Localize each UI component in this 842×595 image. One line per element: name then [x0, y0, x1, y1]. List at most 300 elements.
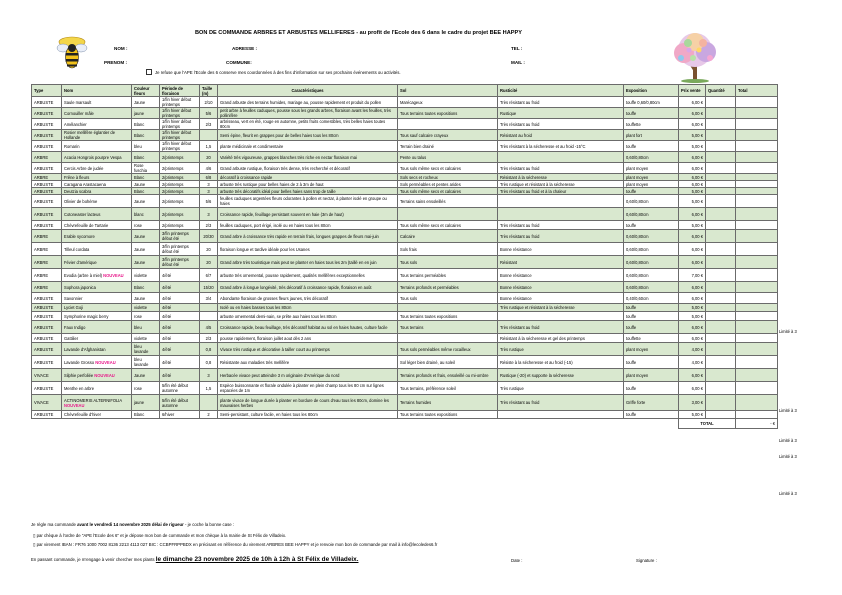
prix-cell: 6,00 € — [679, 119, 706, 130]
plant-name: Savonnier — [64, 295, 83, 301]
rusticite-cell: Résistant à la sécheresse et gel des printemps — [498, 334, 624, 343]
total-cell — [736, 243, 778, 256]
quantite-cell[interactable] — [706, 304, 736, 312]
exposition-cell: touffe — [624, 221, 679, 230]
table-header-row — [32, 85, 778, 97]
nom-cell — [62, 141, 132, 152]
caracteristiques-cell: arbuste très décoratifs idéal pour belles haies sans trop de taille — [218, 188, 398, 195]
total-cell — [736, 395, 778, 411]
type-cell: ARBUSTE — [32, 382, 62, 395]
rusticite-cell: Résistant au froid — [498, 130, 624, 141]
order-table — [31, 84, 778, 429]
quantite-cell[interactable] — [706, 152, 736, 163]
plant-name: Sophora japonica — [64, 284, 96, 290]
table-row — [32, 411, 778, 419]
prix-cell: 3,00 € — [679, 395, 706, 411]
type-cell: ARBUSTE — [32, 312, 62, 321]
deadline-date: avant le vendredi 14 novembre 2025 délai de rigueur — [77, 522, 184, 527]
total-cell — [736, 256, 778, 269]
total-cell — [736, 321, 778, 334]
exposition-cell: touffe — [624, 411, 679, 419]
caracteristiques-cell: Abondante floraison de grosses fleurs jaunes, très décoratif — [218, 293, 398, 304]
consent-checkbox[interactable] — [146, 69, 152, 75]
plant-name: ACTINOMERIS ALTERNIFOLIA — [64, 397, 122, 403]
caracteristiques-cell: plante vivace de longue durée à planter en bordure de cours d'eau tous les 80cm, domine les mauvaises herbes — [218, 395, 398, 411]
quantite-cell[interactable] — [706, 230, 736, 243]
type-cell: ARBRE — [32, 243, 62, 256]
quantite-cell[interactable] — [706, 256, 736, 269]
taille-cell: 2 — [200, 411, 218, 419]
taille-cell: 20/30 — [200, 230, 218, 243]
caracteristiques-cell: Grand arbuste rustique, floraison très dense, très recherché et décoratif — [218, 163, 398, 174]
taille-cell: 1,5 — [200, 141, 218, 152]
nouveau-badge: NOUVEAU — [95, 359, 116, 365]
periode-cell: 1/fin hiver début printemps — [160, 97, 200, 108]
rusticite-cell: Très résistant au froid et à la chaleur — [498, 188, 624, 195]
quantite-cell[interactable] — [706, 293, 736, 304]
quantite-cell[interactable] — [706, 188, 736, 195]
prix-cell: 5,00 € — [679, 304, 706, 312]
rusticite-cell: Très rustique et résistant à la sécheresse — [498, 181, 624, 188]
rusticite-cell — [498, 411, 624, 419]
signature-label: Signature : — [636, 558, 657, 563]
total-cell — [736, 411, 778, 419]
couleur-cell: Jaune — [132, 195, 160, 208]
quantite-cell[interactable] — [706, 163, 736, 174]
col-header-sol: Sol — [398, 85, 498, 97]
periode-cell: 1/fin hiver début printemps — [160, 108, 200, 119]
total-cell — [736, 141, 778, 152]
nouveau-badge: NOUVEAU — [103, 272, 124, 278]
nom-cell — [62, 152, 132, 163]
sol-cell: Tous terrains, préférence soleil — [398, 382, 498, 395]
periode-cell: 1/fin hiver début printemps — [160, 141, 200, 152]
quantite-cell[interactable] — [706, 369, 736, 382]
type-cell: ARBUSTE — [32, 119, 62, 130]
prix-cell: 5,00 € — [679, 411, 706, 419]
rusticite-cell: Très résistant au froid — [498, 163, 624, 174]
quantite-cell[interactable] — [706, 195, 736, 208]
table-row — [32, 130, 778, 141]
quantite-cell[interactable] — [706, 321, 736, 334]
nom-cell — [62, 181, 132, 188]
periode-cell: 2/printemps — [160, 221, 200, 230]
sol-cell: Sols frais — [398, 243, 498, 256]
type-cell: ARBUSTE — [32, 97, 62, 108]
quantite-cell[interactable] — [706, 269, 736, 282]
prix-cell: 6,00 € — [679, 334, 706, 343]
prix-cell: 7,00 € — [679, 269, 706, 282]
couleur-cell: rose — [132, 221, 160, 230]
caracteristiques-cell: plante médicinale et condimentaire — [218, 141, 398, 152]
periode-cell: 4/été — [160, 293, 200, 304]
commune-label: COMMUNE: — [226, 60, 252, 65]
total-cell — [736, 312, 778, 321]
caracteristiques-cell: feuilles caduques, port érigé, isolé ou en haies tous les 80cm — [218, 221, 398, 230]
periode-cell: 4/été — [160, 282, 200, 293]
couleur-cell: Jaune — [132, 243, 160, 256]
nom-cell — [62, 282, 132, 293]
payment-cheque-line[interactable]: ▯ par chèque à l'ordre de "APE l'Ecole des 6" et je dépose mon bon de commande et mon chèque à la mairie de St Félix de Villadeix. — [33, 533, 287, 538]
quantite-cell[interactable] — [706, 108, 736, 119]
table-row — [32, 269, 778, 282]
prix-cell: 6,00 € — [679, 293, 706, 304]
type-cell: ARBRE — [32, 174, 62, 181]
caracteristiques-cell: décoratif à croissance rapide — [218, 174, 398, 181]
table-row — [32, 163, 778, 174]
plant-name: Chèvrefeuille d'hiver — [64, 412, 101, 417]
periode-cell: 2/printemps — [160, 208, 200, 221]
couleur-cell: violette — [132, 304, 160, 312]
plant-name: Rosier mellifère églantier de Hollande — [64, 130, 115, 140]
sol-cell: Terrains sains ensoleillés — [398, 195, 498, 208]
sol-cell: Tous sols — [398, 293, 498, 304]
couleur-cell: Blanc — [132, 130, 160, 141]
plant-name: Caragana Arastacaena — [64, 181, 106, 187]
couleur-cell: Blanc — [132, 119, 160, 130]
quantite-cell[interactable] — [706, 119, 736, 130]
plant-name: Silphie perfoliée — [64, 372, 94, 378]
table-row — [32, 174, 778, 181]
quantite-cell[interactable] — [706, 208, 736, 221]
taille-cell: 0,8 — [200, 343, 218, 356]
exposition-cell: Griffe forte — [624, 395, 679, 411]
quantite-cell[interactable] — [706, 356, 736, 369]
table-row — [32, 152, 778, 163]
plant-name: Menthe en arbre — [64, 385, 95, 391]
couleur-cell: Blanc — [132, 411, 160, 419]
prix-cell: 6,00 € — [679, 97, 706, 108]
total-cell — [736, 343, 778, 356]
taille-cell: 20 — [200, 256, 218, 269]
couleur-cell: Jaune — [132, 181, 160, 188]
nom-cell — [62, 130, 132, 141]
nom-cell — [62, 195, 132, 208]
rusticite-cell: Bonne résistance — [498, 293, 624, 304]
mail-field[interactable] — [528, 60, 628, 66]
type-cell: ARBUSTE — [32, 181, 62, 188]
prix-cell: 6,00 € — [679, 321, 706, 334]
adresse-label: ADRESSE : — [232, 46, 258, 51]
quantite-cell[interactable] — [706, 411, 736, 419]
exposition-cell: touffe — [624, 304, 679, 312]
exposition-cell: plant moyen — [624, 163, 679, 174]
prix-cell: 6,00 € — [679, 382, 706, 395]
taille-cell — [200, 130, 218, 141]
couleur-cell: Jaune — [132, 369, 160, 382]
prix-cell: 4,00 € — [679, 356, 706, 369]
nom-cell — [62, 208, 132, 221]
total-row — [32, 419, 778, 429]
quantite-cell[interactable] — [706, 243, 736, 256]
sol-cell: Terrains profonds et frais, ensoleillé ou mi-ombre — [398, 369, 498, 382]
taille-cell: 3 — [200, 181, 218, 188]
periode-cell: 3/fin printemps début été — [160, 243, 200, 256]
col-header-total: Total — [736, 85, 778, 97]
periode-cell: 4/été — [160, 321, 200, 334]
plant-name: Lyciet Goji — [64, 305, 83, 310]
table-row — [32, 382, 778, 395]
caracteristiques-cell: Semi épine, fleurit en grappes pour de belles haies tous les 80cm — [218, 130, 398, 141]
rusticite-cell: Très rustique et résistant à la sécheresse — [498, 304, 624, 312]
exposition-cell: 0,40/0,60cm — [624, 293, 679, 304]
exposition-cell: touffe — [624, 188, 679, 195]
couleur-cell: Jaune — [132, 97, 160, 108]
couleur-cell: bleu — [132, 141, 160, 152]
type-cell: ARBUSTE — [32, 188, 62, 195]
taille-cell: 20 — [200, 152, 218, 163]
plant-name: Févier d'amérique — [64, 259, 97, 265]
rusticite-cell: Très résistant au froid — [498, 321, 624, 334]
sol-cell: Tous sols perméables même rocailleux — [398, 343, 498, 356]
sol-cell: Tous sols même secs et calcaires — [398, 188, 498, 195]
exposition-cell: touffe — [624, 356, 679, 369]
periode-cell: 5/fin été début automne — [160, 382, 200, 395]
quantite-cell[interactable] — [706, 382, 736, 395]
exposition-cell: 0,60/0,80cm — [624, 195, 679, 208]
periode-cell: 3/fin printemps début été — [160, 230, 200, 243]
rusticite-cell — [498, 195, 624, 208]
exposition-cell: touffe — [624, 141, 679, 152]
limit-note: Limité à 3 — [779, 491, 797, 496]
prix-cell: 6,00 € — [679, 208, 706, 221]
total-cell — [736, 382, 778, 395]
taille-cell: 2/3 — [200, 119, 218, 130]
taille-cell: 5/6 — [200, 108, 218, 119]
sol-cell: Tous sauf calcaire crayeux — [398, 130, 498, 141]
exposition-cell: plant moyen — [624, 343, 679, 356]
adresse-field[interactable] — [262, 46, 442, 52]
exposition-cell: touffe — [624, 108, 679, 119]
taille-cell: 15/20 — [200, 282, 218, 293]
table-row — [32, 195, 778, 208]
nom-cell — [62, 411, 132, 419]
periode-cell: 4/été — [160, 269, 200, 282]
commune-field[interactable] — [262, 60, 442, 66]
col-header-quantite: Quantité — [706, 85, 736, 97]
couleur-cell: jaune — [132, 395, 160, 411]
exposition-cell: 0,60/0,80cm — [624, 230, 679, 243]
sol-cell: Tous terrains toutes expositions — [398, 312, 498, 321]
plant-name: Acacia Hongrois pourpre Vespa — [64, 154, 122, 160]
sol-cell — [398, 304, 498, 312]
table-row — [32, 221, 778, 230]
caracteristiques-cell: arbrisseau, vert en été, rouge en automne, petits fruits comestibles, très belles haies toutes 80cm — [218, 119, 398, 130]
table-row — [32, 256, 778, 269]
sol-cell: Tous terrains toutes expositions — [398, 411, 498, 419]
type-cell: ARBUSTE — [32, 411, 62, 419]
nom-cell — [62, 243, 132, 256]
col-header-caracteristiques: Caractéristiques — [218, 85, 398, 97]
quantite-cell[interactable] — [706, 334, 736, 343]
sol-cell: Sol léger bien drainé, au soleil — [398, 356, 498, 369]
sol-cell: Terrains profonds et perméables — [398, 282, 498, 293]
taille-cell: 4/5 — [200, 321, 218, 334]
sol-cell: Marécageux — [398, 97, 498, 108]
bee-happy-logo — [54, 31, 90, 71]
sol-cell: Calcaire — [398, 230, 498, 243]
nom-cell — [62, 356, 132, 369]
plant-name: Faux Indigo — [64, 324, 86, 330]
plant-name: Frêne à fleurs — [64, 174, 90, 180]
couleur-cell: rose — [132, 312, 160, 321]
caracteristiques-cell: Espèce buissonnante et florale ondulée à planter en plein champ tous les 80 cm sur lignes espacées de 1m — [218, 382, 398, 395]
plant-name: Cercis Arbre de judée — [64, 165, 104, 171]
quantite-cell[interactable] — [706, 174, 736, 181]
periode-cell: 5/fin été début automne — [160, 395, 200, 411]
col-header-couleur: Couleur fleurs — [132, 85, 160, 97]
couleur-cell: bleu lavande — [132, 356, 160, 369]
quantite-cell[interactable] — [706, 97, 736, 108]
table-row — [32, 369, 778, 382]
table-row — [32, 208, 778, 221]
caracteristiques-cell: floraison longue et tardive idéale pour les Usanes — [218, 243, 398, 256]
exposition-cell: plant moyen — [624, 369, 679, 382]
quantite-cell[interactable] — [706, 141, 736, 152]
rusticite-cell: Très rustique — [498, 343, 624, 356]
couleur-cell: Blanc — [132, 282, 160, 293]
table-row — [32, 395, 778, 411]
caracteristiques-cell: Vivace très rustique et décorative à tailler court au printemps — [218, 343, 398, 356]
sol-cell: Tous sols même secs et calcaires — [398, 221, 498, 230]
periode-cell: 4/été — [160, 334, 200, 343]
exposition-cell: touffette — [624, 119, 679, 130]
type-cell: ARBUSTE — [32, 141, 62, 152]
payment-cheque-text: par chèque à l'ordre de "APE l'Ecole des 6" et je dépose mon bon de commande et mon chèque à la mairie de St Félix de Villadeix. — [36, 533, 287, 538]
total-label: TOTAL — [679, 419, 736, 429]
couleur-cell: Blanc — [132, 152, 160, 163]
col-header-rusticite: Rusticité — [498, 85, 624, 97]
col-header-type: Type — [32, 85, 62, 97]
rusticite-cell: Très résistant à la sécheresse et au froid -15°C — [498, 141, 624, 152]
rusticite-cell: Bonne résistance — [498, 243, 624, 256]
nom-cell — [62, 108, 132, 119]
tel-label: TEL : — [511, 46, 523, 51]
caracteristiques-cell: Croissance rapide, beau feuillage, très décoratif habitat au sol en haies hautes, culture facile — [218, 321, 398, 334]
exposition-cell: 0,60/0,80cm — [624, 256, 679, 269]
prix-cell: 5,00 € — [679, 195, 706, 208]
couleur-cell: violette — [132, 269, 160, 282]
plant-name: Saule marsault — [64, 99, 92, 105]
limit-note: Limité à 3 — [779, 438, 797, 443]
quantite-cell[interactable] — [706, 312, 736, 321]
table-row — [32, 282, 778, 293]
periode-cell: 2/printemps — [160, 195, 200, 208]
caracteristiques-cell: Semi-persistant, culture facile, en haies tous les 80cm — [218, 411, 398, 419]
type-cell: ARBUSTE — [32, 208, 62, 221]
couleur-cell: rose — [132, 382, 160, 395]
total-cell — [736, 304, 778, 312]
couleur-cell: Blanc — [132, 188, 160, 195]
periode-cell: 4/été — [160, 312, 200, 321]
total-cell — [736, 130, 778, 141]
quantite-cell[interactable] — [706, 343, 736, 356]
caracteristiques-cell: petit arbre à feuilles caduques, pousse sous les grands arbres, floraison avant les feuilles, très pollinifère — [218, 108, 398, 119]
plant-name: Evodia (arbre à miel) — [64, 272, 102, 278]
plant-name: Lavande Grosso — [64, 359, 95, 365]
total-cell — [736, 356, 778, 369]
prix-cell: 6,00 € — [679, 230, 706, 243]
total-cell — [736, 195, 778, 208]
nom-cell — [62, 230, 132, 243]
nom-cell — [62, 97, 132, 108]
rusticite-cell: Rustique (-20) et supporte la sécheresse — [498, 369, 624, 382]
tel-field[interactable] — [528, 46, 628, 52]
caracteristiques-cell: arbuste très rustique pour belles haies de 2 à 3m de haut — [218, 181, 398, 188]
type-cell: ARBRE — [32, 269, 62, 282]
couleur-cell: Rose fuschia — [132, 163, 160, 174]
sol-cell: Tous sols — [398, 256, 498, 269]
type-cell: ARBUSTE — [32, 221, 62, 230]
sol-cell: Tous terrains toutes expositions — [398, 108, 498, 119]
nouveau-badge: NOUVEAU — [64, 402, 85, 408]
total-cell — [736, 334, 778, 343]
table-row — [32, 230, 778, 243]
quantite-cell[interactable] — [706, 130, 736, 141]
type-cell: ARBRE — [32, 282, 62, 293]
quantite-cell[interactable] — [706, 282, 736, 293]
type-cell: ARBUSTE — [32, 163, 62, 174]
table-row — [32, 181, 778, 188]
rusticite-cell: Résistant à la sécheresse — [498, 174, 624, 181]
rusticite-cell — [498, 152, 624, 163]
total-cell — [736, 119, 778, 130]
nom-cell — [62, 334, 132, 343]
couleur-cell: bleu lavande — [132, 343, 160, 356]
prix-cell: 5,00 € — [679, 141, 706, 152]
prix-cell: 6,00 € — [679, 243, 706, 256]
plant-name: Cornouiller mâle — [64, 110, 94, 116]
table-row — [32, 334, 778, 343]
nom-label: NOM : — [114, 46, 128, 51]
taille-cell — [200, 312, 218, 321]
nom-cell — [62, 312, 132, 321]
prenom-field[interactable] — [136, 60, 196, 66]
pickup-date: le dimanche 23 novembre 2025 de 10h à 12h à St Félix de Villadeix. — [155, 556, 359, 563]
caracteristiques-cell: Isolé ou en haies basses tous les 80cm — [218, 304, 398, 312]
nom-cell — [62, 256, 132, 269]
periode-cell: 2/printemps — [160, 152, 200, 163]
sol-cell — [398, 119, 498, 130]
total-cell — [736, 97, 778, 108]
quantite-cell[interactable] — [706, 221, 736, 230]
nom-field[interactable] — [136, 46, 196, 52]
nom-cell — [62, 395, 132, 411]
table-row — [32, 188, 778, 195]
limit-note: Limité à 3 — [779, 454, 797, 459]
plant-name: Chèvrefeuille de Tartarie — [64, 222, 109, 228]
total-value: - € — [736, 419, 778, 429]
type-cell: ARBUSTE — [32, 108, 62, 119]
quantite-cell[interactable] — [706, 181, 736, 188]
taille-cell: 2/3 — [200, 221, 218, 230]
caracteristiques-cell: Grand arbre à longue longévité, très décoratif à croissance rapide, floraison en août — [218, 282, 398, 293]
total-cell — [736, 163, 778, 174]
taille-cell — [200, 304, 218, 312]
consent-notice — [146, 69, 401, 75]
caracteristiques-cell: Grand arbuste des terrains humides, mariage au, pousse rapidement et produit du pollen — [218, 97, 398, 108]
pickup-prefix: En passant commande, je m'engage à venir chercher mes plants — [31, 557, 156, 562]
exposition-cell: touffe — [624, 382, 679, 395]
taille-cell: 6/7 — [200, 269, 218, 282]
exposition-cell: touffe 0,60/0,80cm — [624, 97, 679, 108]
rusticite-cell — [498, 312, 624, 321]
prix-cell: 6,00 € — [679, 152, 706, 163]
sol-cell — [398, 334, 498, 343]
payment-transfer-line[interactable]: ▯ par virement IBAN : FR76 1000 7002 8136 2213 4113 027 BIC : CCBPFRPPBDX en précisant en référence du virement ARBRES BEE HAPPY et je renvoie mon bon de commande par mail à info@lecoledes6.fr — [33, 542, 438, 547]
total-cell — [736, 293, 778, 304]
quantite-cell[interactable] — [706, 395, 736, 411]
